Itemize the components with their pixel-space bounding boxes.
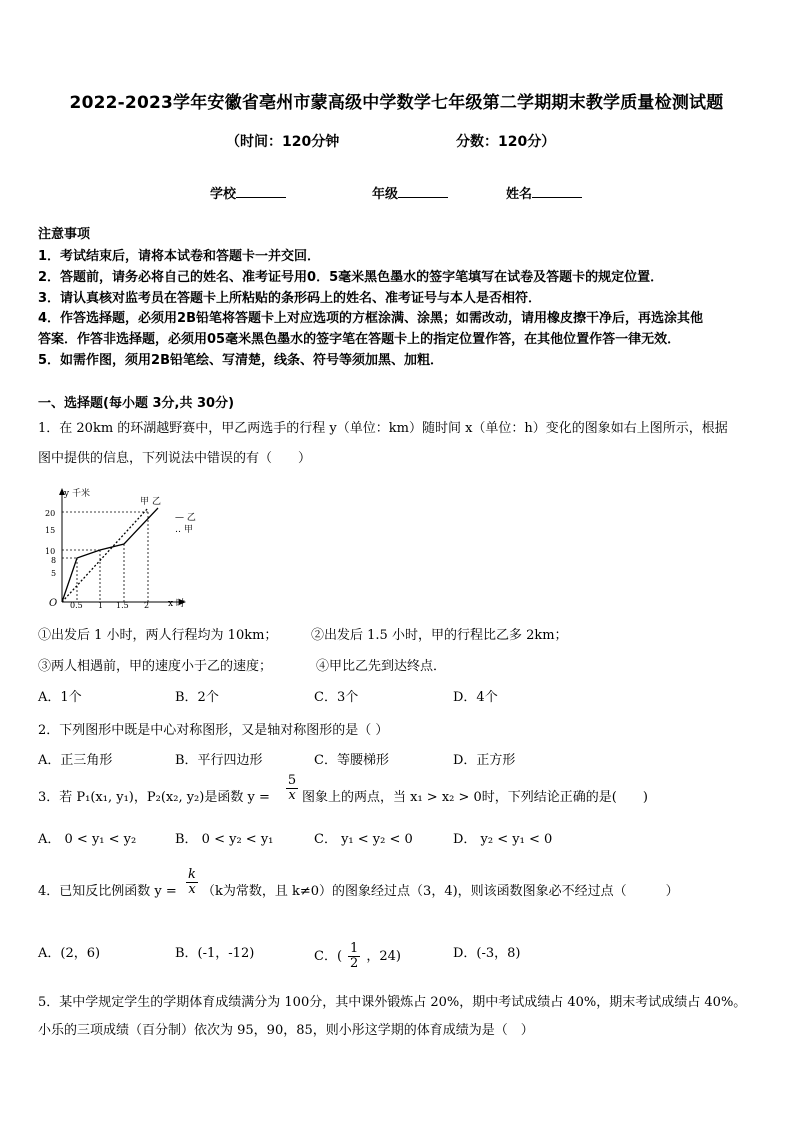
q1-graph bbox=[40, 482, 220, 612]
q1-statement-1: ①出发后 1 小时，两人行程均为 10km； bbox=[38, 628, 278, 643]
y-tick: 5 bbox=[51, 569, 57, 578]
time-label: （时间：120分钟 bbox=[226, 134, 340, 150]
q1-option-c[interactable]: C．3个 bbox=[314, 690, 359, 705]
q2-option-b[interactable]: B．平行四边形 bbox=[175, 753, 263, 768]
legend-yi: — 乙 bbox=[175, 513, 196, 523]
note-item: 5．如需作图，须用2B铅笔绘、写清楚，线条、符号等须加黑、加粗． bbox=[38, 353, 443, 368]
note-item: 1．考试结束后，请将本试卷和答题卡一并交回． bbox=[38, 249, 321, 264]
school-label: 学校 bbox=[210, 187, 237, 202]
q3-option-b[interactable]: B． 0 < y₂ < y₁ bbox=[175, 832, 274, 847]
school-blank[interactable] bbox=[236, 185, 286, 198]
note-item: 2．答题前，请务必将自己的姓名、准考证号用0．5毫米黑色墨水的签字笔填写在试卷及答题卡的规定位置． bbox=[38, 270, 664, 285]
q4-frac-den: x bbox=[188, 882, 196, 897]
name-label: 姓名 bbox=[506, 187, 533, 202]
section-heading: 一、选择题(每小题 3分,共 30分) bbox=[38, 396, 235, 411]
q1-statement-2: ②出发后 1.5 小时，甲的行程比乙多 2km； bbox=[311, 628, 568, 643]
q4-option-c-suffix: ，24) bbox=[366, 949, 401, 964]
q4-fraction bbox=[186, 868, 198, 897]
x-tick: 1.5 bbox=[116, 601, 129, 610]
x-tick: 2 bbox=[144, 601, 150, 610]
note-item: 3．请认真核对监考员在答题卡上所粘贴的条形码上的姓名、准考证号与本人是否相符． bbox=[38, 291, 542, 306]
q1-option-a[interactable]: A．1个 bbox=[38, 690, 82, 705]
q1-option-d[interactable]: D．4个 bbox=[453, 690, 498, 705]
series-yi-line bbox=[62, 508, 158, 602]
q2-option-d[interactable]: D．正方形 bbox=[453, 753, 516, 768]
q4-option-c-prefix: C．( bbox=[314, 949, 343, 964]
q4-frac-num: k bbox=[186, 868, 198, 883]
q4-option-c-fraction bbox=[348, 942, 360, 971]
y-tick: 15 bbox=[45, 526, 56, 535]
y-axis-label: y 千米 bbox=[64, 489, 90, 499]
grade-field[interactable] bbox=[372, 183, 448, 202]
note-item: 答案．作答非选择题，必须用05毫米黑色墨水的签字笔在答题卡上的指定位置作答，在其他位置作答一律无效． bbox=[38, 332, 681, 347]
q1-option-b[interactable]: B．2个 bbox=[175, 690, 219, 705]
q5-stem-line1: 5．某中学规定学生的学期体育成绩满分为 100分，其中课外锻炼占 20%，期中考试成绩占 40%，期末考试成绩占 40%。 bbox=[38, 995, 747, 1010]
q2-option-a[interactable]: A．正三角形 bbox=[38, 753, 113, 768]
note-item: 4．作答选择题，必须用2B铅笔将答题卡上对应选项的方框涂满、涂黑；如需改动，请用橡皮擦干净后，再选涂其他 bbox=[38, 311, 704, 326]
q3-stem-a: 3．若 P₁(x₁, y₁)，P₂(x₂, y₂)是函数 y = bbox=[38, 790, 270, 805]
grade-blank[interactable] bbox=[398, 185, 448, 198]
y-tick: 10 bbox=[45, 547, 56, 556]
series-yi-label: 乙 bbox=[152, 497, 162, 507]
x-tick: 0.5 bbox=[70, 601, 83, 610]
q5-stem-line2: 小乐的三项成绩（百分制）依次为 95，90，85，则小彤这学期的体育成绩为是（ ） bbox=[38, 1023, 534, 1038]
q3-frac-num: 5 bbox=[287, 773, 297, 788]
y-tick: 20 bbox=[45, 509, 56, 518]
q4-stem-b: （k为常数，且 k≠0）的图象经过点（3，4)，则该函数图象必不经过点（ ） bbox=[202, 884, 679, 899]
q4-option-d[interactable]: D．(-3，8) bbox=[453, 946, 521, 961]
q3-frac-den: x bbox=[288, 788, 296, 803]
series-jia-label: 甲 bbox=[140, 497, 150, 507]
q4-option-c[interactable] bbox=[314, 942, 401, 971]
guide-lines bbox=[62, 512, 148, 602]
y-tick: 8 bbox=[51, 556, 57, 565]
q3-option-a[interactable]: A． 0 < y₁ < y₂ bbox=[38, 832, 137, 847]
q2-stem: 2．下列图形中既是中心对称图形，又是轴对称图形的是（ ） bbox=[38, 723, 389, 738]
q1-statement-3: ③两人相遇前，甲的速度小于乙的速度； bbox=[38, 659, 273, 674]
q1-stem-line2: 图中提供的信息，下列说法中错误的有（ ） bbox=[38, 451, 312, 466]
q3-fraction bbox=[286, 774, 298, 803]
name-blank[interactable] bbox=[532, 185, 582, 198]
notes-heading: 注意事项 bbox=[38, 227, 91, 242]
page-title: 2022-2023学年安徽省亳州市蒙高级中学数学七年级第二学期期末教学质量检测试题 bbox=[69, 93, 724, 113]
q1-stem-line1: 1．在 20km 的环湖越野赛中，甲乙两选手的行程 y（单位：km）随时间 x（单位：h）变化的图象如右上图所示，根据 bbox=[38, 421, 728, 436]
origin-label: O bbox=[49, 598, 58, 609]
q4-option-c-den: 2 bbox=[350, 956, 359, 971]
q4-option-b[interactable]: B．(-1，-12) bbox=[175, 946, 255, 961]
q3-option-c[interactable]: C． y₁ < y₂ < 0 bbox=[314, 832, 413, 847]
name-field[interactable] bbox=[506, 183, 582, 202]
x-tick: 1 bbox=[98, 601, 104, 610]
grade-label: 年级 bbox=[372, 187, 399, 202]
series-jia-line bbox=[62, 508, 148, 602]
q4-option-c-num: 1 bbox=[350, 941, 359, 956]
score-label: 分数：120分） bbox=[456, 134, 556, 150]
q3-stem-b: 图象上的两点，当 x₁ > x₂ > 0时，下列结论正确的是( ) bbox=[302, 790, 648, 805]
q2-option-c[interactable]: C．等腰梯形 bbox=[314, 753, 389, 768]
q4-option-a[interactable]: A．(2，6) bbox=[38, 946, 101, 961]
x-axis-label: x 时 bbox=[168, 599, 185, 609]
q4-stem-a: 4．已知反比例函数 y = bbox=[38, 884, 177, 899]
q3-option-d[interactable]: D． y₂ < y₁ < 0 bbox=[453, 832, 553, 847]
q1-statement-4: ④甲比乙先到达终点． bbox=[316, 659, 447, 674]
school-field[interactable] bbox=[210, 183, 286, 202]
legend-jia: ‥ 甲 bbox=[175, 525, 193, 535]
